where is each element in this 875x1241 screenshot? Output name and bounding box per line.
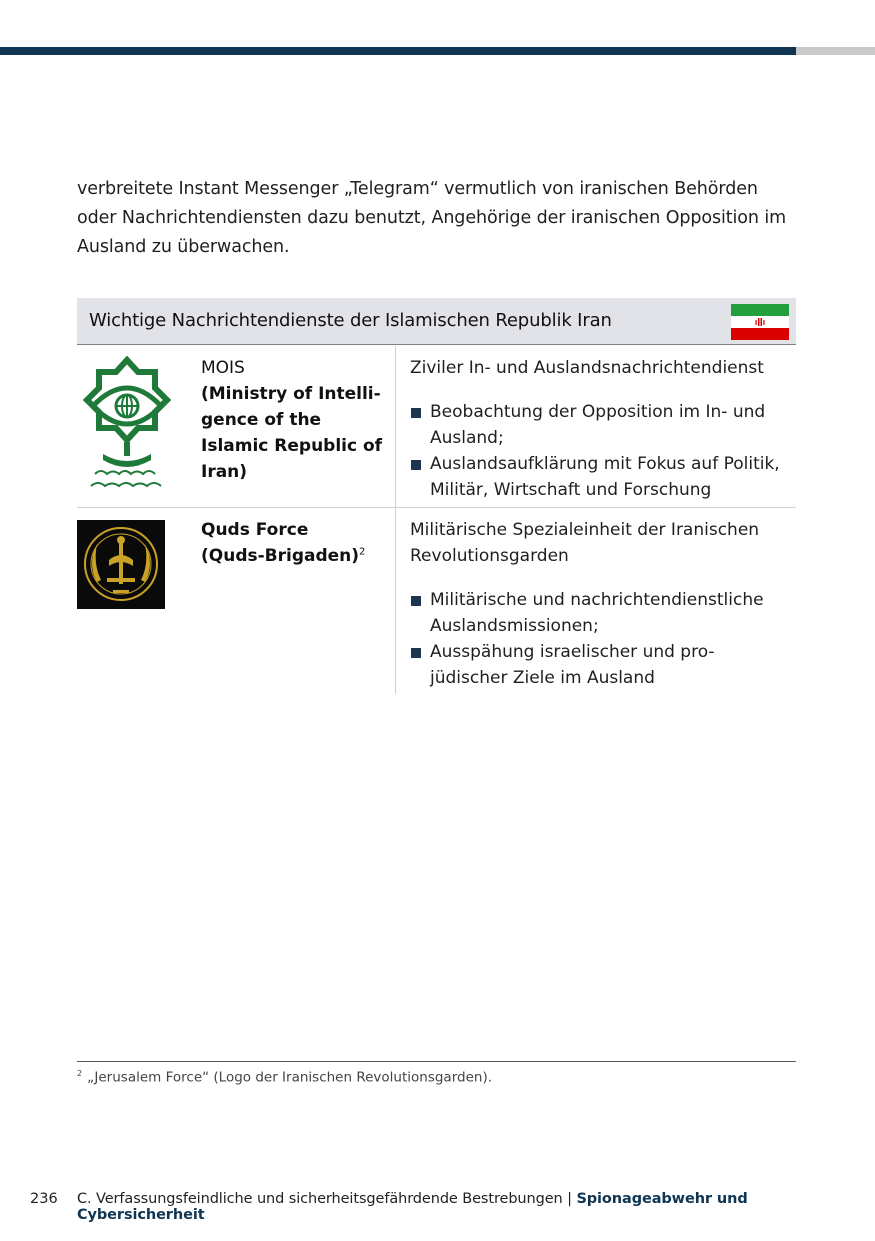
agency-description [410,517,790,691]
column-divider [395,508,396,694]
footer-chapter: C. Verfassungsfeindliche und sicherheitsgefährdende Bestrebungen | [77,1191,577,1207]
description-list [410,587,790,691]
footnote-divider [77,1061,796,1062]
agency-german-name: (Quds-Brigaden) [201,546,360,566]
page-footer [77,1191,875,1223]
agency-shortname: Quds Force [201,520,309,540]
footnote [77,1069,492,1086]
iran-flag-icon [731,304,789,340]
header-bar-grey [796,47,875,55]
list-item: Beobachtung der Opposition im In- und Ausland; [410,399,790,451]
agency-name [201,355,386,485]
description-heading: Militärische Spezialeinheit der Iranischen Revolutionsgarden [410,520,760,566]
intro-paragraph: verbreitete Instant Messenger „Telegram“ vermutlich von iranischen Behörden oder Nachrichtendiensten dazu benutzt, Angehörige der iranischen Opposition im Ausland zu überwachen. [77,179,787,257]
list-item: Militärische und nachrichtendienstliche Auslandsmissionen; [410,587,790,639]
agency-description [410,355,790,503]
agency-name [201,517,386,569]
footer-section: Spionageabwehr und Cybersicherheit [77,1191,748,1223]
header-bar-dark [0,47,796,55]
description-heading: Ziviler In- und Auslandsnachrichtendienst [410,358,764,378]
footnote-text: „Jerusalem Force“ (Logo der Iranischen Revolutionsgarden). [87,1069,493,1086]
column-divider [395,346,396,507]
mois-emblem-icon [77,356,177,491]
list-item: Auslandsaufklärung mit Fokus auf Politik, Militär, Wirtschaft und Forschung [410,451,790,503]
description-list [410,399,790,503]
quds-force-emblem-icon [77,520,165,609]
list-item: Ausspähung israelischer und pro-jüdischer Ziele im Ausland [410,639,790,691]
table-row [77,346,796,508]
footnote-number: 2 [77,1069,83,1078]
footnote-reference[interactable]: 2 [359,546,366,558]
table-title: Wichtige Nachrichtendienste der Islamischen Republik Iran [89,310,612,331]
agency-acronym: MOIS [201,358,245,378]
agency-fullname: (Ministry of Intelli-gence of the Islamic Republic of Iran) [201,384,383,482]
table-header [77,298,796,345]
page-number: 236 [30,1191,58,1207]
table-row [77,508,796,694]
